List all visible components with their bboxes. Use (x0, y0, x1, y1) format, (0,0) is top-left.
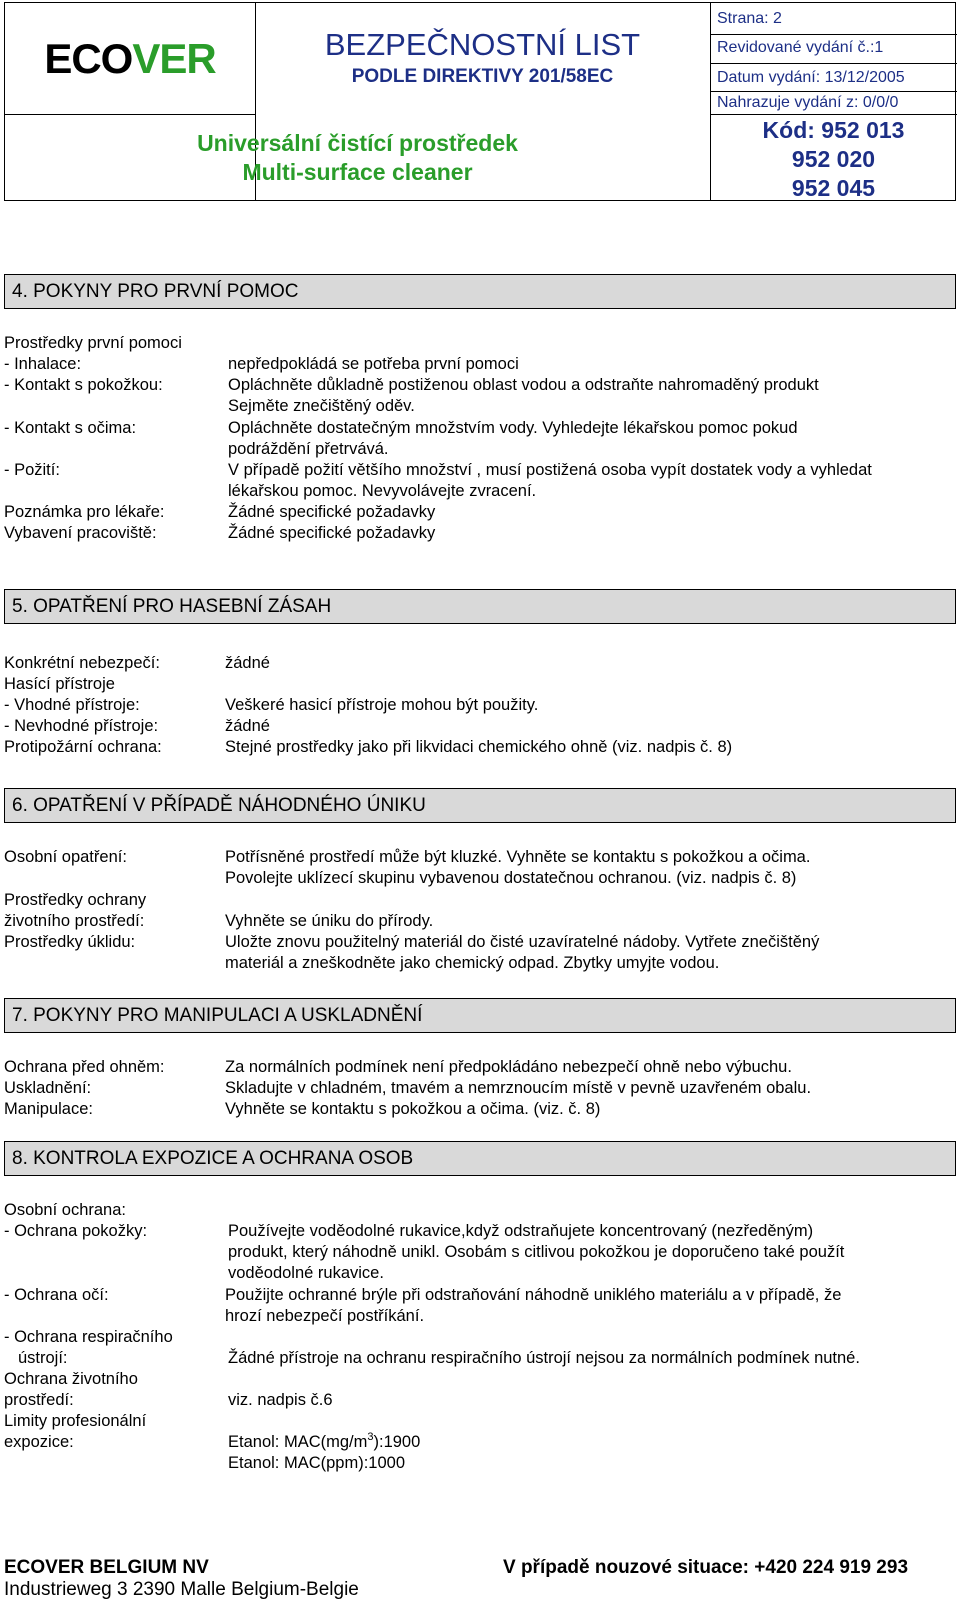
footer-emergency-phone: V případě nouzové situace: +420 224 919 293 (503, 1557, 909, 1578)
logo-text-ver: VER (132, 35, 216, 82)
s4-ingestion-value: V případě požití většího množství , musí postižená osoba vypít dostatek vody a vyhledat (228, 461, 872, 479)
s8-exposure-limit-superscript: 3 (367, 1431, 374, 1443)
s6-personal-value: Povolejte uklízecí skupinu vybavenou dostatečnou ochranou. (viz. nadpis č. 8) (225, 869, 797, 887)
product-codes (710, 116, 957, 203)
header-divider (710, 34, 957, 35)
s7-handling-label: Manipulace: (4, 1100, 93, 1118)
document-subtitle: PODLE DIREKTIVY 201/58EC (351, 66, 614, 87)
s8-environment-label: Ochrana životního (4, 1370, 138, 1388)
page-number: Strana: 2 (717, 10, 782, 27)
s8-personal-protection-label: Osobní ochrana: (4, 1201, 126, 1219)
s4-ingestion-label: - Požití: (4, 461, 60, 479)
replaces-date: Nahrazuje vydání z: 0/0/0 (717, 94, 899, 111)
logo-text-eco: ECO (44, 35, 133, 82)
s8-environment-label: prostředí: (4, 1391, 74, 1409)
section-4-heading: 4. POKYNY PRO PRVNÍ POMOC (4, 274, 956, 309)
s4-inhalation-value: nepředpokládá se potřeba první pomoci (228, 355, 519, 373)
s8-exposure-limits-label: expozice: (4, 1433, 74, 1451)
header-divider (710, 114, 957, 115)
product-name-en: Multi-surface cleaner (242, 159, 473, 185)
s7-storage-label: Uskladnění: (4, 1079, 92, 1097)
header-divider (5, 114, 255, 115)
section-6-heading: 6. OPATŘENÍ V PŘÍPADĚ NÁHODNÉHO ÚNIKU (4, 788, 956, 823)
s8-skin-value: Používejte voděodolné rukavice,když odstraňujete koncentrovaný (nezředěným) (228, 1222, 814, 1240)
product-name-cz: Universální čistící prostředek (197, 130, 518, 156)
s8-exposure-limit: Etanol: MAC(ppm):1000 (228, 1454, 405, 1472)
s4-eyes-label: - Kontakt s očima: (4, 419, 137, 437)
product-name (5, 129, 710, 187)
header-divider (710, 91, 957, 92)
s8-skin-value: produkt, který náhodně unikl. Osobám s citlivou pokožkou je doporučeno také použít (228, 1243, 845, 1261)
s8-exposure-limit-text: ):1900 (373, 1433, 421, 1451)
s6-cleanup-label: Prostředky úklidu: (4, 933, 136, 951)
s6-personal-label: Osobní opatření: (4, 848, 127, 866)
s4-eyes-value: podráždění přetrvává. (228, 440, 389, 458)
s7-fire-label: Ochrana před ohněm: (4, 1058, 165, 1076)
s5-suitable-value: Veškeré hasicí přístroje mohou být použity. (225, 696, 539, 714)
s4-intro-label: Prostředky první pomoci (4, 334, 182, 352)
s5-unsuitable-value: žádné (225, 717, 270, 735)
s8-exposure-limit (228, 1432, 420, 1453)
company-logo (5, 3, 255, 114)
s5-suitable-label: - Vhodné přístroje: (4, 696, 140, 714)
s8-skin-value: voděodolné rukavice. (228, 1264, 384, 1282)
s8-eye-value: hrozí nebezpečí postříkání. (225, 1307, 425, 1325)
s8-skin-label: - Ochrana pokožky: (4, 1222, 148, 1240)
s4-skin-value: Sejměte znečištěný oděv. (228, 397, 415, 415)
s4-skin-label: - Kontakt s pokožkou: (4, 376, 163, 394)
revision-number: Revidované vydání č.:1 (717, 39, 884, 56)
s8-respiratory-label: ústrojí: (18, 1349, 68, 1367)
s7-storage-value: Skladujte v chladném, tmavém a nemrznoucím místě v pevně uzavřeném obalu. (225, 1079, 812, 1097)
s6-cleanup-value: Uložte znovu použitelný materiál do čisté uzavíratelné nádoby. Vytřete znečištěný (225, 933, 820, 951)
s4-workplace-equipment-label: Vybavení pracoviště: (4, 524, 157, 542)
product-code: 952 020 (791, 146, 876, 172)
issue-date: Datum vydání: 13/12/2005 (717, 69, 905, 86)
s6-cleanup-value: materiál a zneškodněte jako chemický odpad. Zbytky umyjte vodou. (225, 954, 720, 972)
s4-doctor-note-value: Žádné specifické požadavky (228, 503, 436, 521)
s6-environment-value: Vyhněte se úniku do přírody. (225, 912, 434, 930)
s8-eye-label: - Ochrana očí: (4, 1286, 109, 1304)
s5-hazard-label: Konkrétní nebezpečí: (4, 654, 160, 672)
product-code: Kód: 952 013 (762, 117, 905, 143)
s5-extinguishers-label: Hasící přístroje (4, 675, 115, 693)
s8-respiratory-value: Žádné přístroje na ochranu respiračního ústrojí nejsou za normálních podmínek nutné. (228, 1349, 860, 1367)
s6-personal-value: Potřísněné prostředí může být kluzké. Vyhněte se kontaktu s pokožkou a očima. (225, 848, 811, 866)
s4-doctor-note-label: Poznámka pro lékaře: (4, 503, 165, 521)
footer-company-address: Industrieweg 3 2390 Malle Belgium-Belgie (4, 1579, 359, 1600)
s8-eye-value: Použijte ochranné brýle při odstraňování náhodně uniklého materiálu a v případě, že (225, 1286, 842, 1304)
s4-eyes-value: Opláchněte dostatečným množstvím vody. Vyhledejte lékařskou pomoc pokud (228, 419, 798, 437)
section-7-heading: 7. POKYNY PRO MANIPULACI A USKLADNĚNÍ (4, 998, 956, 1033)
s6-environment-label: životního prostředí: (4, 912, 145, 930)
s5-unsuitable-label: - Nevhodné přístroje: (4, 717, 159, 735)
s8-respiratory-label: - Ochrana respiračního (4, 1328, 173, 1346)
s4-inhalation-label: - Inhalace: (4, 355, 82, 373)
s8-exposure-limit-text: Etanol: MAC(mg/m (228, 1433, 368, 1451)
footer-company-name: ECOVER BELGIUM NV (4, 1557, 209, 1578)
s5-fire-protection-value: Stejné prostředky jako při likvidaci chemického ohně (viz. nadpis č. 8) (225, 738, 733, 756)
s8-exposure-limits-label: Limity profesionální (4, 1412, 147, 1430)
s7-fire-value: Za normálních podmínek není předpokládáno nebezpečí ohně nebo výbuchu. (225, 1058, 792, 1076)
s8-environment-value: viz. nadpis č.6 (228, 1391, 333, 1409)
s5-hazard-value: žádné (225, 654, 270, 672)
s4-ingestion-value: lékařskou pomoc. Nevyvolávejte zvracení. (228, 482, 537, 500)
section-5-heading: 5. OPATŘENÍ PRO HASEBNÍ ZÁSAH (4, 589, 956, 624)
header-divider (710, 63, 957, 64)
section-8-heading: 8. KONTROLA EXPOZICE A OCHRANA OSOB (4, 1141, 956, 1176)
s6-environment-label: Prostředky ochrany (4, 891, 147, 909)
product-code: 952 045 (791, 175, 876, 201)
document-title: BEZPEČNOSTNÍ LIST (324, 27, 641, 62)
s4-skin-value: Opláchněte důkladně postiženou oblast vodou a odstraňte nahromaděný produkt (228, 376, 819, 394)
s4-workplace-equipment-value: Žádné specifické požadavky (228, 524, 436, 542)
document-header (4, 2, 956, 201)
s7-handling-value: Vyhněte se kontaktu s pokožkou a očima. (viz. č. 8) (225, 1100, 601, 1118)
s5-fire-protection-label: Protipožární ochrana: (4, 738, 162, 756)
